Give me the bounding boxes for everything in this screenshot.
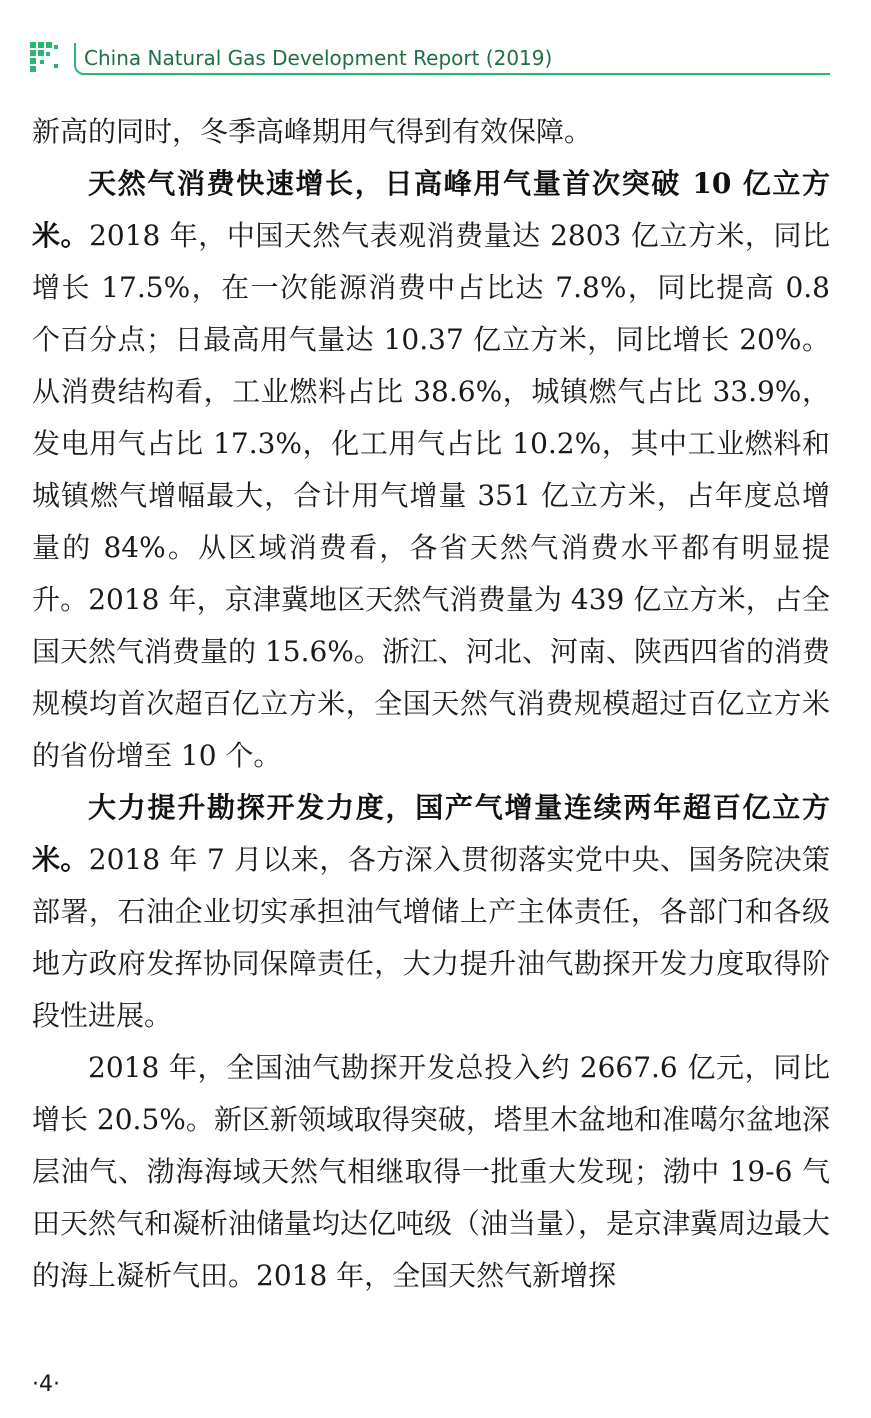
paragraph-text: 新高的同时，冬季高峰期用气得到有效保障。 [32,115,593,148]
paragraph-2 [32,158,830,782]
running-header-title: China Natural Gas Development Report (2019) [84,46,553,70]
paragraph-1 [32,106,830,158]
paragraph-text: 2018 年，中国天然气表观消费量达 2803 亿立方米，同比增长 17.5%，在一次能源消费中占比达 7.8%，同比提高 0.8 个百分点；日最高用气量达 10.37 亿立方米，同比增长 20%。从消费结构看，工业燃料占比 38.6%，城镇燃气占比 33.9%，发电用气占比 17.3%，化工用气占比 10.2%，其中工业燃料和城镇燃气增幅最大，合计用气增量 351 亿立方米，占年度总增量的 84%。从区域消费看，各省天然气消费水平都有明显提升。2018 年，京津冀地区天然气消费量为 439 亿立方米，占全国天然气消费量的 15.6%。浙江、河北、河南、陕西四省的消费规模均首次超百亿立方米，全国天然气消费规模超过百亿立方米的省份增至 10 个。 [32,219,830,772]
paragraph-3 [32,782,830,1042]
paragraph-4 [32,1042,830,1302]
report-logo-icon [30,42,64,72]
page-number: ·4· [32,1372,60,1397]
paragraph-text: 2018 年 7 月以来，各方深入贯彻落实党中央、国务院决策部署，石油企业切实承担油气增储上产主体责任，各部门和各级地方政府发挥协同保障责任，大力提升油气勘探开发力度取得阶段性进展。 [32,843,830,1032]
paragraph-text: 2018 年，全国油气勘探开发总投入约 2667.6 亿元，同比增长 20.5%。新区新领域取得突破，塔里木盆地和准噶尔盆地深层油气、渤海海域天然气相继取得一批重大发现；渤中 19-6 气田天然气和凝析油储量均达亿吨级（油当量），是京津冀周边最大的海上凝析气田。2018 年，全国天然气新增探 [32,1051,831,1292]
body-text [32,106,830,1302]
page-header [30,40,830,80]
paragraph-lead-heading: 大力提升勘探开发力度，国产气增量连续两年超百亿立方米。 [32,791,830,876]
paragraph-lead-heading: 天然气消费快速增长，日高峰用气量首次突破 10 亿立方米。 [32,167,830,252]
